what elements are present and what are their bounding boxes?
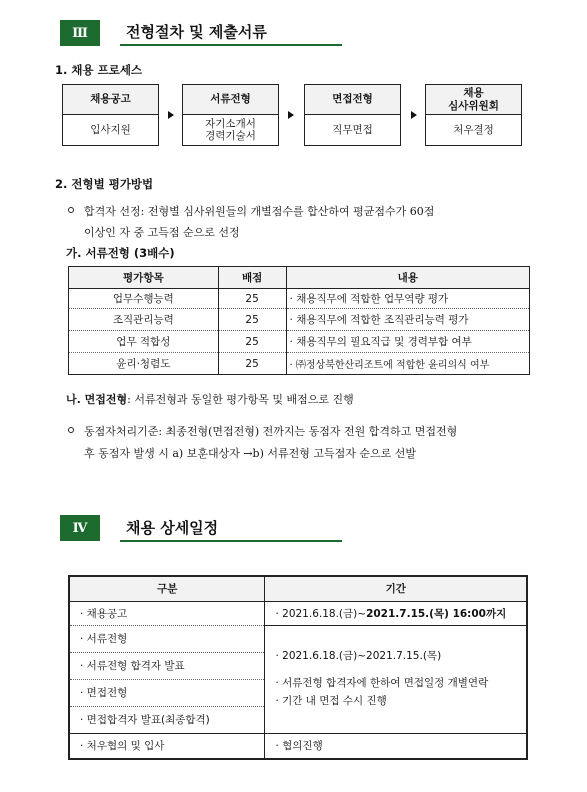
process-step-1: [62, 84, 159, 146]
process-heading: 1. 채용 프로세스: [55, 63, 143, 77]
process-step-3-desc: 직무면접: [332, 123, 373, 136]
circle-bullet-icon: [68, 427, 74, 433]
schedule-label: · 서류전형: [69, 625, 265, 652]
schedule-period-line1: · 2021.6.18.(금)~2021.7.15.(목): [275, 650, 442, 663]
document-screening-table: [68, 266, 530, 375]
table-row: [69, 309, 530, 331]
schedule-period: [265, 601, 527, 625]
table-cell-item: 업무 적합성: [69, 331, 219, 353]
section-title: 채용 상세일정: [126, 519, 219, 537]
table-cell-content: · 채용직무에 적합한 조직관리능력 평가: [286, 309, 529, 331]
process-step-2-desc-line1: 자기소개서: [205, 117, 256, 130]
table-header: 배점: [218, 267, 286, 289]
table-row: [69, 353, 530, 375]
section-title: 전형절차 및 제출서류: [126, 23, 267, 41]
process-step-2: [182, 84, 279, 146]
table-row: [69, 289, 530, 309]
schedule-label: · 처우협의 및 입사: [69, 733, 265, 759]
process-step-1-desc: 입사지원: [90, 123, 131, 136]
table-cell-score: 25: [218, 309, 286, 331]
table-cell-item: 조직관리능력: [69, 309, 219, 331]
schedule-period-start: · 2021.6.18.(금)~: [275, 607, 367, 620]
tie-break-line2: 후 동점자 발생 시 a) 보훈대상자 →b) 서류전형 고득점자 순으로 선발: [84, 447, 417, 460]
table-cell-score: 25: [218, 353, 286, 375]
table-cell-item: 윤리·청렴도: [69, 353, 219, 375]
table-cell-score: 25: [218, 289, 286, 309]
table-row: [69, 601, 527, 625]
process-step-4-title-line2: 심사위원회: [448, 99, 499, 112]
process-step-3-title: 면접전형: [305, 85, 400, 115]
tie-break-line1: 동점자처리기준: 최종전형(면접전형) 전까지는 동점자 전원 합격하고 면접전형: [84, 425, 458, 438]
table-cell-content: · ㈜정상북한산리조트에 적합한 윤리의식 여부: [286, 353, 529, 375]
section-number-badge: Ⅳ: [60, 515, 100, 541]
section-title-underline: [120, 540, 342, 542]
interview-screening-label: 나. 면접전형: [66, 393, 128, 406]
table-cell-content: · 채용직무에 적합한 업무역량 평가: [286, 289, 529, 309]
schedule-period-line2: · 서류전형 합격자에 한하여 면접일정 개별연락: [275, 676, 489, 689]
table-row: [69, 331, 530, 353]
schedule-period-line3: · 기간 내 면접 수시 진행: [275, 695, 387, 708]
table-cell-item: 업무수행능력: [69, 289, 219, 309]
table-row: [69, 625, 527, 652]
table-header: 내용: [286, 267, 529, 289]
process-step-2-desc-line2: 경력기술서: [205, 130, 256, 142]
table-header: 구분: [69, 576, 265, 601]
process-step-4-title-line1: 채용: [463, 87, 484, 100]
arrow-right-icon: [411, 111, 417, 119]
schedule-period-merged: [265, 625, 527, 733]
schedule-label: · 면접합격자 발표(최종합격): [69, 706, 265, 733]
schedule-label: · 서류전형 합격자 발표: [69, 652, 265, 679]
circle-bullet-icon: [68, 207, 74, 213]
process-step-1-title: 채용공고: [63, 85, 158, 115]
section-title-underline: [120, 44, 342, 46]
table-row: [69, 733, 527, 759]
process-step-4-desc: 처우결정: [453, 123, 494, 136]
document-screening-heading: 가. 서류전형 (3배수): [66, 246, 175, 260]
table-header: 평가항목: [69, 267, 219, 289]
evaluation-heading: 2. 전형별 평가방법: [55, 177, 154, 191]
process-step-3: [304, 84, 401, 146]
selection-criteria-line1: 합격자 선정: 전형별 심사위원들의 개별점수를 합산하여 평균점수가 60점: [84, 205, 435, 218]
selection-criteria-line2: 이상인 자 중 고득점 순으로 선정: [84, 226, 240, 239]
schedule-label: · 채용공고: [69, 601, 265, 625]
schedule-period: · 협의진행: [275, 740, 323, 753]
table-cell-score: 25: [218, 331, 286, 353]
table-header: 기간: [265, 576, 527, 601]
schedule-table: [68, 575, 528, 760]
interview-screening-text: : 서류전형과 동일한 평가항목 및 배점으로 진행: [127, 393, 354, 406]
section-number-badge: Ⅲ: [60, 20, 100, 46]
arrow-right-icon: [288, 111, 294, 119]
process-step-2-title: 서류전형: [183, 85, 278, 115]
table-cell-content: · 채용직무의 필요직급 및 경력부합 여부: [286, 331, 529, 353]
process-step-4: [425, 84, 522, 146]
interview-screening-line: [66, 391, 354, 407]
arrow-right-icon: [168, 111, 174, 119]
schedule-label: · 면접전형: [69, 679, 265, 706]
schedule-period-deadline: 2021.7.15.(목) 16:00까지: [366, 607, 507, 620]
